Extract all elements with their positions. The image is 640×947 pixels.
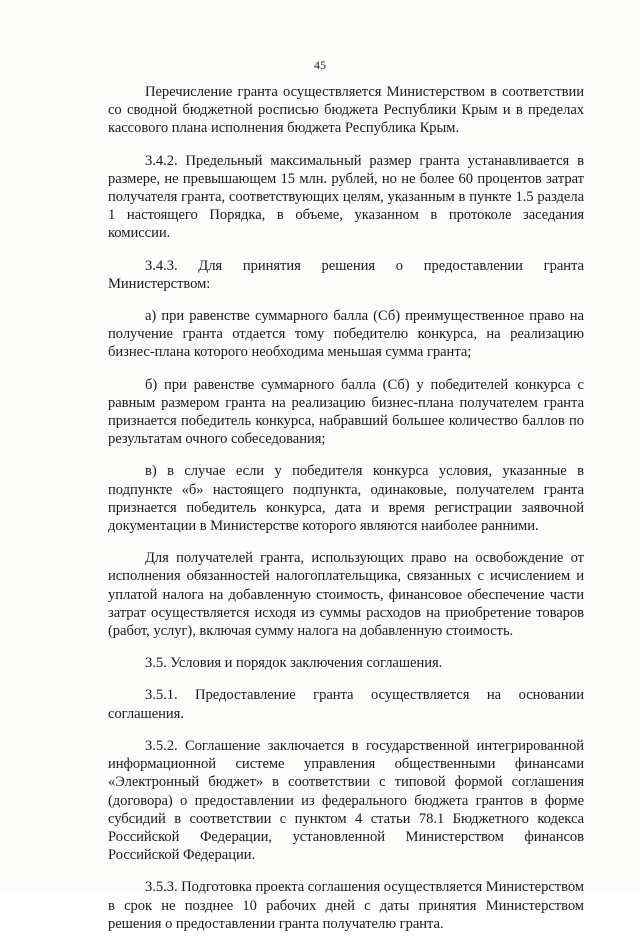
paragraph-3-5-3: 3.5.3. Подготовка проекта соглашения осуществляется Министерством в срок не позднее 10 рабочих дней с даты принятия Министерством решения о предоставлении гранта получателю гранта.: [108, 879, 584, 932]
paragraph-vat-exemption: Для получателей гранта, использующих право на освобождение от исполнения обязанностей налогоплательщика, связанных с исчислением и уплатой налога на добавленную стоимость, финансовое обеспечение части затрат осуществляется исходя из суммы расходов на приобретение товаров (работ, услуг), включая сумму налога на добавленную стоимость.: [108, 550, 584, 640]
paragraph-3-4-3: 3.4.3. Для принятия решения о предоставлении гранта Министерством:: [108, 257, 584, 292]
paragraph-item-b: б) при равенстве суммарного балла (Сб) у победителей конкурса с равным размером гранта на реализацию бизнес-плана получателем гранта признается победитель конкурса, набравший большее количество баллов по результатам очного собеседования;: [108, 376, 584, 448]
paragraph-3-5: 3.5. Условия и порядок заключения соглашения.: [145, 655, 443, 672]
paragraph-3-5-1: 3.5.1. Предоставление гранта осуществляется на основании соглашения.: [108, 687, 584, 722]
paragraph-item-a: а) при равенстве суммарного балла (Сб) преимущественное право на получение гранта отдается тому победителю конкурса, на реализацию бизнес-плана которого необходима меньшая сумма гранта;: [108, 308, 584, 361]
paragraph-3-4-2: 3.4.2. Предельный максимальный размер гранта устанавливается в размере, не превышающем 15 млн. рублей, но не более 60 процентов затрат получателя гранта, соответствующих целям, указанным в пункте 1.5 раздела 1 настоящего Порядка, в объеме, указанном в протоколе заседания комиссии.: [108, 152, 584, 242]
page-number: 45: [314, 58, 326, 72]
paragraph-3-5-2: 3.5.2. Соглашение заключается в государственной интегрированной информационной системе управления общественными финансами «Электронный бюджет» в соответствии с типовой формой соглашения (договора) о предоставлении из федерального бюджета грантов в форме субсидий в соответствии с пунктом 4 статьи 78.1 Бюджетного кодекса Российской Федерации, установленной Министерством финансов Российской Федерации.: [108, 737, 584, 864]
paragraph-item-v: в) в случае если у победителя конкурса условия, указанные в подпункте «б» настоящего подпункта, одинаковые, получателем гранта признается победитель конкурса, дата и время регистрации заявочной документации в Министерстве которого являются наиболее ранними.: [108, 463, 584, 535]
paragraph-grant-transfer: Перечисление гранта осуществляется Министерством в соответствии со сводной бюджетной росписью бюджета Республики Крым и в пределах кассового плана исполнения бюджета Республика Крым.: [108, 84, 584, 137]
document-body: [108, 83, 584, 947]
